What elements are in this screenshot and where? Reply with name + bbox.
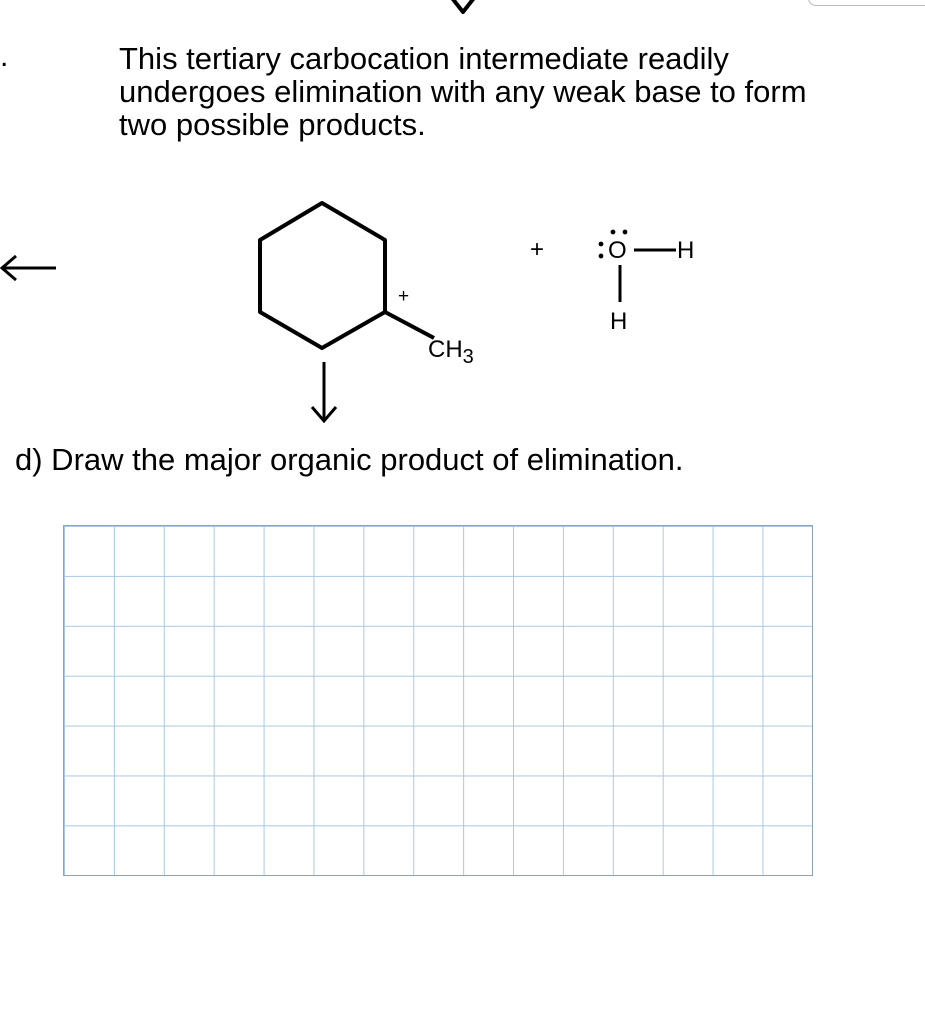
question-prompt: d) Draw the major organic product of elimination. (15, 442, 684, 477)
carbocation-charge: + (398, 286, 410, 307)
lone-pair-dot (599, 242, 604, 247)
lone-pair-dot (611, 230, 616, 235)
hydrogen-atom-bottom: H (610, 308, 628, 335)
plus-sign: + (530, 236, 545, 263)
down-arrow-icon (312, 362, 336, 421)
water-molecule (599, 230, 695, 335)
top-arrow (452, 0, 474, 12)
lone-pair-dot (599, 254, 604, 259)
answer-drawing-canvas[interactable] (63, 525, 813, 876)
hydrogen-atom-right: H (677, 237, 695, 264)
methyl-label: $CH_3$ (428, 336, 474, 368)
left-arrow-icon (2, 256, 56, 280)
lone-pair-dot (623, 230, 628, 235)
cropped-item-number: . (0, 40, 9, 73)
reaction-scheme (0, 0, 925, 440)
oxygen-atom: O (608, 237, 627, 264)
methyl-bond (385, 312, 434, 338)
intro-text: This tertiary carbocation intermediate readily undergoes elimination with any weak base to form two possible products. (119, 41, 807, 142)
cyclohexane-ring (260, 203, 385, 348)
